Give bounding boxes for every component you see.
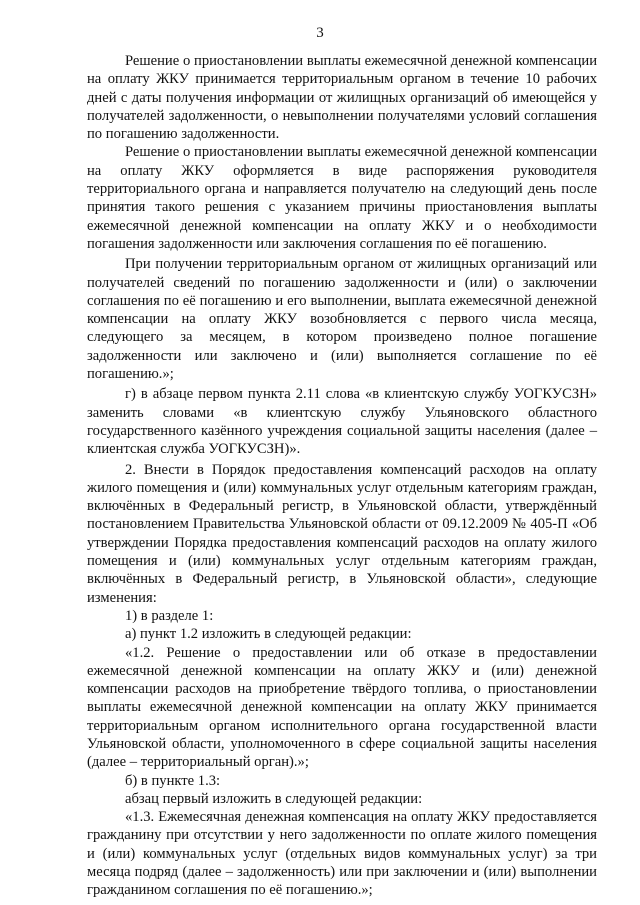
paragraph-first-abzac: абзац первый изложить в следующей редакции:: [125, 790, 423, 807]
page-number: 3: [316, 25, 324, 41]
paragraph-item-b: б) в пункте 1.3:: [125, 772, 221, 789]
paragraph-resumption: При получении территориальным органом от жилищных организаций или получателей сведений по погашению задолженности и (или) о заключении соглашения по её погашению и его выполнении, выплата ежемесячной денежной компенсации на оплату ЖКУ возобновляется с первого числа месяца, следующего за месяцем, в котором произведено полное погашение задолженности или заключено и (или) выполняется соглашение по её погашению.»;: [87, 256, 597, 383]
paragraph-item-2: 2. Внести в Порядок предоставления компенсаций расходов на оплату жилого помещения и (или) коммунальных услуг отдельным категориям граждан, включённых в Федеральный регистр, в Ульяновской области, утверждённый постановлением Правительства Ульяновской области от 09.12.2009 № 405-П «Об утверждении Порядка предоставления компенсаций расходов на оплату жилого помещения и (или) коммунальных услуг отдельным категориям граждан, включённых в Федеральный регистр, в Ульяновской области», следующие изменения:: [87, 461, 597, 606]
paragraph-clause-1-2: «1.2. Решение о предоставлении или об отказе в предоставлении ежемесячной денежной компенсации на оплату ЖКУ и (или) денежной компенсации расходов на приобретение твёрдого топлива, о приостановлении выплаты ежемесячной денежной компенсации на оплату ЖКУ принимается территориальным органом исполнительного органа государственной власти Ульяновской области, уполномоченного в сфере социальной защиты населения (далее – территориальный орган).»;: [87, 644, 597, 771]
document-body: [87, 52, 597, 900]
paragraph-item-g: г) в абзаце первом пункта 2.11 слова «в клиентскую службу УОГКУСЗН» заменить словами «в клиентскую службу Ульяновского областного государственного казённого учреждения социальной защиты населения (далее – клиентская служба УОГКУСЗН)».: [87, 386, 597, 458]
paragraph-suspension-decision-form: Решение о приостановлении выплаты ежемесячной денежной компенсации на оплату ЖКУ оформляется в виде распоряжения руководителя территориального органа и направляется получателю на следующий день после принятия такого решения с указанием причины приостановления выплаты ежемесячной денежной компенсации на оплату ЖКУ и о необходимости погашения задолженности или заключения соглашения по её погашению.: [87, 144, 597, 252]
paragraph-item-a: а) пункт 1.2 изложить в следующей редакции:: [125, 626, 412, 643]
paragraph-clause-1-3: «1.3. Ежемесячная денежная компенсация на оплату ЖКУ предоставляется гражданину при отсутствии у него задолженности по оплате жилого помещения и (или) коммунальных услуг (отдельных видов коммунальных услуг) за три месяца подряд (далее – задолженность) или при заключении и (или) выполнении гражданином соглашения по её погашению.»;: [87, 809, 597, 899]
paragraph-suspension-decision-term: Решение о приостановлении выплаты ежемесячной денежной компенсации на оплату ЖКУ принимается территориальным органом в течение 10 рабочих дней с даты получения информации от жилищных организаций об имеющейся у получателей задолженности, о невыполнении получателями условий соглашения по погашению задолженности.: [87, 53, 597, 143]
paragraph-section-1: 1) в разделе 1:: [125, 607, 214, 624]
